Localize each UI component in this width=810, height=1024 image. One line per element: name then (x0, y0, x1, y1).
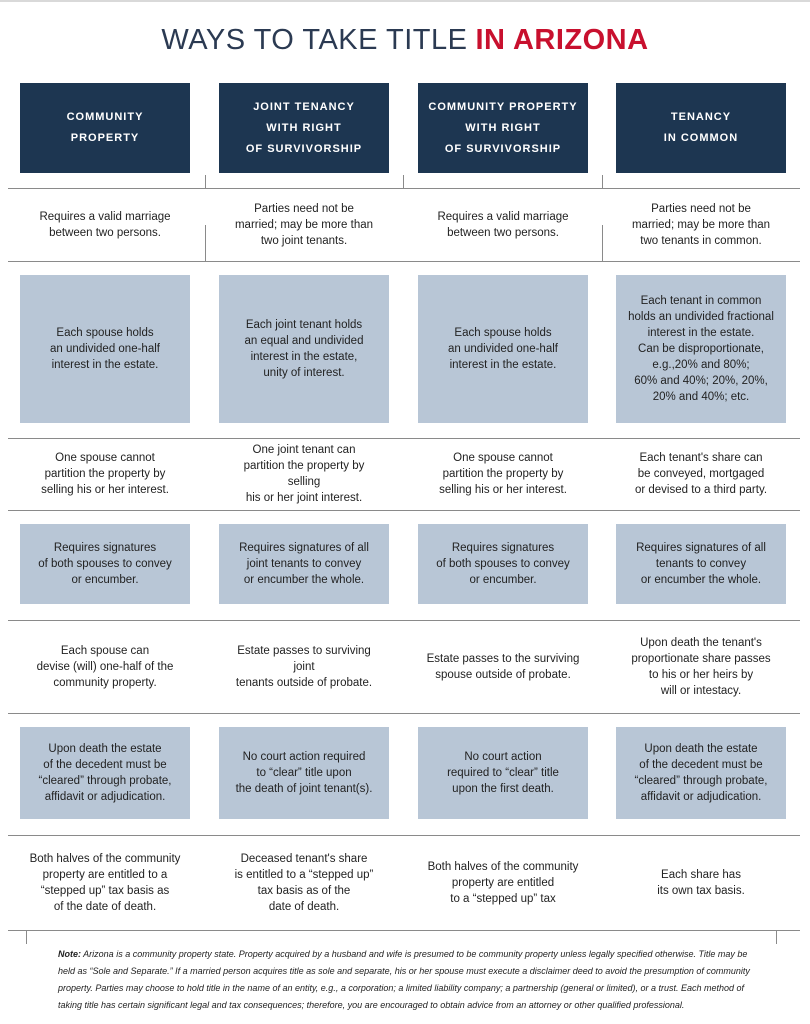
cell-text: Each spouse holds an undivided one-half interest in the estate. (448, 327, 558, 371)
row-divider (8, 620, 800, 621)
cell-text: Both halves of the community property are entitled to a “stepped up” tax (427, 861, 579, 905)
row-divider (8, 713, 800, 714)
column-header-community-property-survivorship (418, 83, 588, 173)
cell-text: Requires signatures of all joint tenants to convey or encumber the whole. (239, 542, 369, 586)
cell-text: Upon death the tenant's proportionate share passes to his or her heirs by will or intestacy. (631, 637, 771, 697)
cell-text: Requires signatures of all tenants to convey or encumber the whole. (636, 542, 766, 586)
table-cell (418, 192, 588, 258)
column-header-label: COMMUNITY PROPERTY (66, 111, 144, 144)
table-cell (616, 840, 786, 926)
cell-text: Each tenant's share can be conveyed, mortgaged or devised to a third party. (634, 452, 768, 496)
table-cell (418, 624, 588, 710)
column-header-joint-tenancy (219, 83, 389, 173)
cell-text: Both halves of the community property are entitled to a “stepped up” tax basis as of the date of death. (29, 853, 181, 913)
column-header-label: COMMUNITY PROPERTY WITH RIGHT OF SURVIVORSHIP (428, 100, 578, 155)
cell-text: No court action required to “clear” title upon the first death. (447, 751, 559, 795)
row-divider (8, 261, 800, 262)
row-divider (8, 510, 800, 511)
table-cell (219, 442, 389, 506)
column-header-label: TENANCY IN COMMON (663, 111, 739, 144)
page-title (0, 24, 810, 57)
table-cell (418, 275, 588, 423)
cell-text: Upon death the estate of the decedent must be “cleared” through probate, affidavit or adjudication. (634, 743, 768, 803)
cell-text: Requires a valid marriage between two persons. (39, 211, 171, 239)
column-divider (26, 930, 27, 944)
column-divider (602, 225, 603, 261)
table-cell (616, 524, 786, 604)
column-header-label: JOINT TENANCY WITH RIGHT OF SURVIVORSHIP (245, 100, 363, 155)
table-cell (616, 192, 786, 258)
table-cell (20, 275, 190, 423)
cell-text: Each tenant in common holds an undivided fractional interest in the estate. Can be disproportionate, e.g.,20% and 80%; 60% and 40%; 20%, 20%, 20% and 40%; etc. (628, 295, 774, 403)
table-cell (20, 727, 190, 819)
cell-text: One spouse cannot partition the property by selling his or her interest. (41, 452, 169, 496)
cell-text: Each spouse holds an undivided one-half interest in the estate. (50, 327, 160, 371)
row-divider (8, 438, 800, 439)
table-cell (20, 524, 190, 604)
title-main: WAYS TO TAKE TITLE (161, 24, 468, 56)
cell-text: Each spouse can devise (will) one-half of the community property. (36, 645, 174, 689)
cell-text: Estate passes to surviving joint tenants outside of probate. (235, 645, 373, 689)
column-divider (205, 225, 206, 261)
cell-text: No court action required to “clear” title upon the death of joint tenant(s). (235, 751, 373, 795)
column-header-community-property (20, 83, 190, 173)
cell-text: Estate passes to the surviving spouse outside of probate. (426, 653, 580, 681)
cell-text: Each share has its own tax basis. (657, 869, 745, 897)
cell-text: Requires signatures of both spouses to convey or encumber. (436, 542, 570, 586)
cell-text: Deceased tenant's share is entitled to a “stepped up” tax basis as of the date of death. (234, 853, 374, 913)
cell-text: Each joint tenant holds an equal and undivided interest in the estate, unity of interest. (244, 319, 364, 379)
column-divider (602, 175, 603, 189)
table-cell (418, 727, 588, 819)
table-cell (616, 624, 786, 710)
row-divider (8, 188, 800, 189)
table-cell (20, 442, 190, 506)
table-cell (418, 840, 588, 926)
column-divider (776, 930, 777, 944)
table-cell (219, 727, 389, 819)
cell-text: Parties need not be married; may be more than two joint tenants. (234, 203, 374, 247)
table-cell (219, 192, 389, 258)
row-divider (8, 835, 800, 836)
top-rule (0, 0, 810, 2)
column-header-tenancy-in-common (616, 83, 786, 173)
note-text: Arizona is a community property state. Property acquired by a husband and wife is presumed to be community property unless legally specified otherwise. Title may be held as “Sole and Separate.” If a married person acquires title as sole and separate, his or her spouse must execute a disclaimer deed to avoid the presumption of community property. Parties may choose to hold title in the name of an entity, e.g., a corporation; a limited liability company; a partnership (general or limited), or a trust. Each method of taking title has certain significant legal and tax consequences; therefore, you are encouraged to obtain advice from an attorney or other qualified professional. (58, 949, 750, 1010)
cell-text: Parties need not be married; may be more than two tenants in common. (631, 203, 771, 247)
table-cell (418, 442, 588, 506)
cell-text: One spouse cannot partition the property by selling his or her interest. (439, 452, 567, 496)
cell-text: Upon death the estate of the decedent must be “cleared” through probate, affidavit or adjudication. (38, 743, 172, 803)
row-divider (8, 930, 800, 931)
table-cell (20, 192, 190, 258)
table-cell (219, 840, 389, 926)
cell-text: One joint tenant can partition the property by selling his or her joint interest. (243, 444, 365, 504)
table-cell (616, 442, 786, 506)
table-cell (616, 727, 786, 819)
column-divider (403, 175, 404, 189)
table-cell (20, 624, 190, 710)
footnote (58, 946, 758, 1014)
note-label: Note: (58, 949, 81, 959)
cell-text: Requires signatures of both spouses to convey or encumber. (38, 542, 172, 586)
table-cell (219, 524, 389, 604)
cell-text: Requires a valid marriage between two persons. (437, 211, 569, 239)
table-cell (616, 275, 786, 423)
table-cell (418, 524, 588, 604)
column-divider (205, 175, 206, 189)
table-cell (219, 624, 389, 710)
table-cell (20, 840, 190, 926)
table-cell (219, 275, 389, 423)
title-accent: IN ARIZONA (475, 24, 649, 56)
